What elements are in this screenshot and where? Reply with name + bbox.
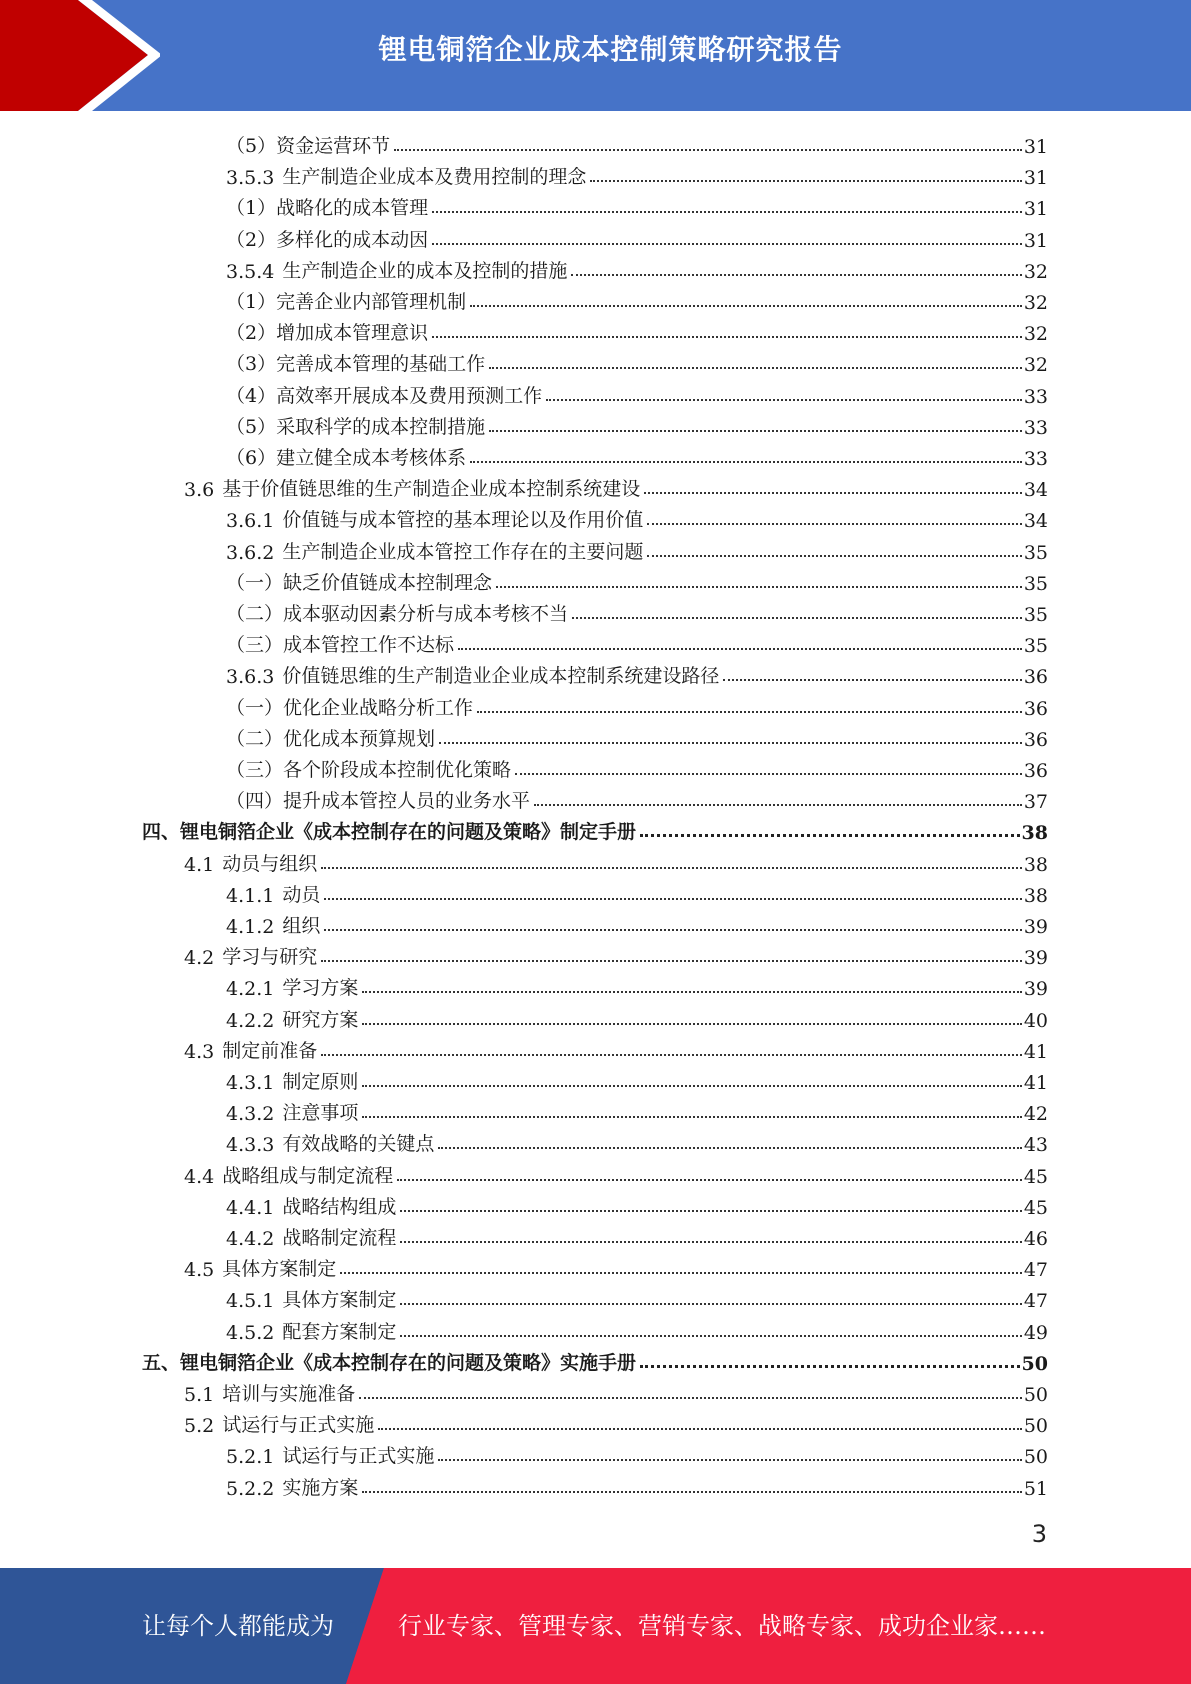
toc-entry-number: 4.4.2 bbox=[226, 1228, 275, 1250]
toc-entry-label: （一）缺乏价值链成本控制理念 bbox=[226, 571, 493, 594]
toc-entry-label: 价值链与成本管控的基本理论以及作用价值 bbox=[282, 509, 644, 532]
toc-entry-number: 4.3.3 bbox=[226, 1134, 275, 1157]
toc-dot-leader bbox=[647, 555, 1021, 557]
toc-entry-label: 培训与实施准备 bbox=[222, 1383, 356, 1405]
toc-dot-leader bbox=[470, 305, 1022, 307]
toc-entry-number: 3.5.3 bbox=[226, 167, 275, 190]
toc-entry-label: 战略结构组成 bbox=[282, 1195, 397, 1218]
toc-entry[interactable] bbox=[226, 626, 1048, 657]
toc-entry[interactable] bbox=[184, 1250, 1048, 1281]
toc-entry-page: 31 bbox=[1023, 229, 1048, 252]
toc-entry[interactable] bbox=[226, 377, 1048, 408]
toc-entry[interactable] bbox=[226, 1219, 1048, 1250]
toc-entry-page: 50 bbox=[1023, 1446, 1048, 1469]
toc-entry-label: （四）提升成本管控人员的业务水平 bbox=[226, 790, 531, 813]
toc-entry-number: 5.1 bbox=[184, 1384, 215, 1406]
toc-entry[interactable] bbox=[226, 782, 1048, 813]
toc-entry-number: 3.6.2 bbox=[226, 541, 275, 564]
toc-dot-leader bbox=[400, 1241, 1021, 1243]
toc-entry-number: 4.2.2 bbox=[226, 1009, 275, 1032]
toc-entry-page: 46 bbox=[1023, 1228, 1048, 1250]
toc-dot-leader bbox=[640, 1365, 1020, 1368]
toc-entry-label: 具体方案制定 bbox=[282, 1289, 397, 1312]
toc-dot-leader bbox=[321, 1054, 1022, 1056]
toc-dot-leader bbox=[362, 1116, 1021, 1118]
toc-dot-leader bbox=[378, 1428, 1022, 1430]
toc-entry-label: 配套方案制定 bbox=[282, 1320, 397, 1343]
toc-dot-leader bbox=[400, 1335, 1021, 1337]
toc-entry[interactable] bbox=[226, 1063, 1048, 1094]
toc-entry-label: 动员与组织 bbox=[222, 852, 318, 875]
toc-entry-number: 4.4 bbox=[184, 1165, 215, 1188]
toc-dot-leader bbox=[362, 991, 1021, 993]
toc-entry-label: （4）高效率开展成本及费用预测工作 bbox=[226, 384, 543, 407]
toc-entry-page: 35 bbox=[1023, 604, 1048, 626]
toc-entry[interactable] bbox=[226, 907, 1048, 938]
toc-entry[interactable] bbox=[226, 751, 1048, 782]
toc-entry[interactable] bbox=[226, 408, 1048, 439]
toc-dot-leader bbox=[340, 1272, 1022, 1274]
toc-entry[interactable] bbox=[226, 1001, 1048, 1032]
toc-entry[interactable] bbox=[226, 1188, 1048, 1219]
toc-entry-page: 36 bbox=[1023, 666, 1048, 689]
toc-entry-label: 制定原则 bbox=[282, 1071, 359, 1093]
toc-entry-label: 试运行与正式实施 bbox=[222, 1414, 375, 1437]
toc-entry[interactable] bbox=[226, 221, 1048, 252]
toc-entry-page: 32 bbox=[1023, 354, 1048, 377]
toc-entry[interactable] bbox=[226, 720, 1048, 751]
toc-dot-leader bbox=[321, 960, 1022, 962]
toc-entry-label: （3）完善成本管理的基础工作 bbox=[226, 353, 486, 376]
toc-entry-page: 40 bbox=[1023, 1009, 1048, 1032]
toc-entry-number: 3.5.4 bbox=[226, 260, 275, 283]
toc-dot-leader bbox=[496, 586, 1022, 588]
toc-entry-page: 39 bbox=[1023, 947, 1048, 970]
toc-entry-page: 32 bbox=[1023, 292, 1048, 314]
toc-dot-leader bbox=[572, 617, 1022, 619]
toc-entry[interactable] bbox=[226, 533, 1048, 564]
toc-dot-leader bbox=[438, 1459, 1021, 1461]
toc-entry[interactable] bbox=[142, 1344, 1048, 1375]
toc-entry[interactable] bbox=[226, 158, 1048, 189]
toc-dot-leader bbox=[640, 834, 1020, 837]
toc-dot-leader bbox=[324, 898, 1021, 900]
toc-entry-page: 43 bbox=[1023, 1134, 1048, 1157]
toc-entry-page: 49 bbox=[1023, 1321, 1048, 1344]
toc-entry-page: 47 bbox=[1023, 1259, 1048, 1282]
toc-dot-leader bbox=[515, 773, 1022, 775]
toc-entry-label: 研究方案 bbox=[282, 1008, 359, 1031]
toc-entry-page: 47 bbox=[1023, 1290, 1048, 1313]
toc-entry[interactable] bbox=[226, 127, 1048, 158]
toc-entry[interactable] bbox=[226, 1469, 1048, 1500]
toc-dot-leader bbox=[477, 711, 1022, 713]
toc-entry[interactable] bbox=[226, 969, 1048, 1000]
toc-dot-leader bbox=[439, 742, 1022, 744]
toc-entry[interactable] bbox=[226, 1281, 1048, 1312]
toc-entry[interactable] bbox=[226, 876, 1048, 907]
toc-entry-label: （1）战略化的成本管理 bbox=[226, 197, 429, 220]
toc-entry[interactable] bbox=[142, 813, 1048, 844]
toc-entry[interactable] bbox=[184, 845, 1048, 876]
toc-dot-leader bbox=[470, 461, 1022, 463]
toc-entry-page: 37 bbox=[1023, 791, 1048, 814]
toc-entry[interactable] bbox=[184, 1157, 1048, 1188]
toc-entry-page: 41 bbox=[1023, 1040, 1048, 1063]
toc-entry-page: 35 bbox=[1023, 635, 1048, 658]
toc-dot-leader bbox=[394, 149, 1022, 151]
toc-entry[interactable] bbox=[226, 595, 1048, 626]
toc-entry[interactable] bbox=[226, 1094, 1048, 1125]
toc-entry-label: 制定前准备 bbox=[222, 1039, 318, 1062]
toc-dot-leader bbox=[534, 804, 1022, 806]
toc-entry-label: （三）成本管控工作不达标 bbox=[226, 634, 455, 657]
toc-entry-label: 有效战略的关键点 bbox=[282, 1133, 435, 1156]
toc-dot-leader bbox=[362, 1023, 1021, 1025]
toc-entry[interactable] bbox=[226, 689, 1048, 720]
toc-entry[interactable] bbox=[226, 1125, 1048, 1156]
toc-entry[interactable] bbox=[226, 501, 1048, 532]
toc-entry-label: （一）优化企业战略分析工作 bbox=[226, 696, 474, 719]
toc-entry-label: 注意事项 bbox=[282, 1102, 359, 1125]
toc-entry[interactable] bbox=[226, 283, 1048, 314]
toc-entry-page: 50 bbox=[1023, 1384, 1048, 1406]
toc-dot-leader bbox=[647, 523, 1021, 525]
toc-entry-label: 学习方案 bbox=[282, 977, 359, 1000]
toc-entry-label: （2）增加成本管理意识 bbox=[226, 322, 429, 345]
toc-dot-leader bbox=[723, 679, 1021, 681]
toc-dot-leader bbox=[359, 1397, 1022, 1399]
toc-entry-number: 4.4.1 bbox=[226, 1196, 275, 1219]
footer-slogan-left: 让每个人都能成为 bbox=[142, 1612, 334, 1640]
toc-entry-label: （6）建立健全成本考核体系 bbox=[226, 447, 467, 469]
toc-entry-label: 生产制造企业的成本及控制的措施 bbox=[282, 259, 568, 282]
toc-dot-leader bbox=[432, 336, 1022, 338]
toc-dot-leader bbox=[324, 929, 1021, 931]
toc-entry-number: 5.2 bbox=[184, 1415, 215, 1438]
toc-entry-page: 31 bbox=[1023, 167, 1048, 190]
toc-entry-page: 32 bbox=[1023, 323, 1048, 346]
toc-entry-page: 38 bbox=[1023, 884, 1048, 907]
toc-entry-number: 5.2.1 bbox=[226, 1446, 275, 1469]
toc-entry-page: 35 bbox=[1023, 541, 1048, 564]
toc-entry-number: 4.2 bbox=[184, 947, 215, 970]
toc-entry-label: （二）成本驱动因素分析与成本考核不当 bbox=[226, 603, 569, 625]
document-title: 锂电铜箔企业成本控制策略研究报告 bbox=[378, 33, 843, 66]
toc-entry-label: 生产制造企业成本管控工作存在的主要问题 bbox=[282, 540, 644, 563]
toc-entry-label: 五、锂电铜箔企业《成本控制存在的问题及策略》实施手册 bbox=[142, 1351, 637, 1374]
toc-entry-label: （二）优化成本预算规划 bbox=[226, 727, 436, 750]
toc-dot-leader bbox=[321, 867, 1022, 869]
toc-entry[interactable] bbox=[226, 439, 1048, 470]
toc-entry-number: 4.3.1 bbox=[226, 1072, 275, 1094]
toc-dot-leader bbox=[546, 399, 1022, 401]
toc-entry-page: 31 bbox=[1023, 136, 1048, 158]
toc-entry-label: 四、锂电铜箔企业《成本控制存在的问题及策略》制定手册 bbox=[142, 821, 637, 844]
toc-entry-number: 3.6.3 bbox=[226, 666, 275, 689]
toc-dot-leader bbox=[362, 1085, 1021, 1087]
toc-entry-label: （5）资金运营环节 bbox=[226, 135, 391, 157]
toc-dot-leader bbox=[432, 243, 1022, 245]
footer-slogan-right: 行业专家、管理专家、营销专家、战略专家、成功企业家…… bbox=[398, 1612, 1046, 1640]
toc-dot-leader bbox=[489, 367, 1022, 369]
toc-dot-leader bbox=[362, 1491, 1021, 1493]
toc-entry-label: （三）各个阶段成本控制优化策略 bbox=[226, 759, 512, 781]
toc-entry[interactable] bbox=[184, 470, 1048, 501]
toc-entry-number: 5.2.2 bbox=[226, 1477, 275, 1500]
toc-dot-leader bbox=[400, 1210, 1021, 1212]
toc-dot-leader bbox=[489, 430, 1022, 432]
toc-entry-number: 4.1.2 bbox=[226, 916, 275, 938]
toc-dot-leader bbox=[458, 648, 1022, 650]
toc-entry-page: 36 bbox=[1023, 728, 1048, 751]
toc-entry-number: 4.5 bbox=[184, 1259, 215, 1282]
toc-dot-leader bbox=[438, 1147, 1021, 1149]
toc-entry-label: 试运行与正式实施 bbox=[282, 1445, 435, 1468]
toc-entry[interactable] bbox=[184, 1032, 1048, 1063]
toc-entry-label: （2）多样化的成本动因 bbox=[226, 228, 429, 251]
page-header bbox=[0, 0, 1191, 111]
toc-entry-number: 3.6.1 bbox=[226, 510, 275, 533]
toc-entry-number: 4.5.1 bbox=[226, 1290, 275, 1313]
toc-entry-page: 39 bbox=[1023, 978, 1048, 1001]
toc-dot-leader bbox=[590, 180, 1021, 182]
toc-entry[interactable] bbox=[226, 564, 1048, 595]
toc-dot-leader bbox=[644, 492, 1022, 494]
toc-entry-page: 38 bbox=[1023, 853, 1048, 876]
toc-entry[interactable] bbox=[226, 1313, 1048, 1344]
toc-entry-label: 组织 bbox=[282, 915, 321, 937]
toc-entry-number: 4.2.1 bbox=[226, 978, 275, 1001]
toc-entry-label: 学习与研究 bbox=[222, 946, 318, 969]
toc-dot-leader bbox=[400, 1303, 1021, 1305]
toc-entry[interactable] bbox=[184, 1406, 1048, 1437]
toc-entry-page: 35 bbox=[1023, 572, 1048, 595]
toc-entry[interactable] bbox=[226, 189, 1048, 220]
toc-entry[interactable] bbox=[226, 345, 1048, 376]
toc-dot-leader bbox=[432, 211, 1022, 213]
toc-dot-leader bbox=[571, 274, 1021, 276]
toc-entry[interactable] bbox=[226, 1437, 1048, 1468]
toc-entry-page: 34 bbox=[1023, 479, 1048, 502]
toc-entry[interactable] bbox=[226, 252, 1048, 283]
toc-entry-page: 31 bbox=[1023, 198, 1048, 221]
toc-entry-page: 45 bbox=[1023, 1165, 1048, 1188]
toc-entry[interactable] bbox=[184, 1375, 1048, 1406]
toc-entry-page: 34 bbox=[1023, 510, 1048, 533]
toc-entry[interactable] bbox=[184, 938, 1048, 969]
toc-entry-number: 4.3 bbox=[184, 1040, 215, 1063]
toc-entry-label: 战略制定流程 bbox=[282, 1227, 397, 1249]
toc-entry[interactable] bbox=[226, 314, 1048, 345]
toc-entry-number: 4.1 bbox=[184, 853, 215, 876]
page-number: 3 bbox=[1031, 1520, 1047, 1548]
toc-entry-number: 4.3.2 bbox=[226, 1103, 275, 1126]
toc-entry-page: 39 bbox=[1023, 916, 1048, 938]
toc-entry-number: 4.1.1 bbox=[226, 884, 275, 907]
toc-entry-label: （1）完善企业内部管理机制 bbox=[226, 291, 467, 313]
toc-entry-page: 32 bbox=[1023, 260, 1048, 283]
toc-entry-label: （5）采取科学的成本控制措施 bbox=[226, 415, 486, 438]
toc-entry-page: 36 bbox=[1023, 760, 1048, 782]
toc-entry-page: 42 bbox=[1023, 1103, 1048, 1126]
toc-entry-page: 41 bbox=[1023, 1072, 1048, 1094]
toc-entry-page: 33 bbox=[1023, 448, 1048, 470]
toc-entry-page: 36 bbox=[1023, 697, 1048, 720]
toc-entry-label: 基于价值链思维的生产制造企业成本控制系统建设 bbox=[222, 478, 641, 501]
toc-entry-page: 33 bbox=[1023, 385, 1048, 408]
toc-entry-page: 45 bbox=[1023, 1196, 1048, 1219]
toc-entry-label: 具体方案制定 bbox=[222, 1258, 337, 1281]
toc-entry[interactable] bbox=[226, 657, 1048, 688]
toc-dot-leader bbox=[397, 1179, 1022, 1181]
toc-entry-number: 4.5.2 bbox=[226, 1321, 275, 1344]
toc-entry-label: 实施方案 bbox=[282, 1476, 359, 1499]
toc-entry-label: 生产制造企业成本及费用控制的理念 bbox=[282, 166, 587, 189]
toc-entry-label: 动员 bbox=[282, 883, 321, 906]
toc-entry-page: 50 bbox=[1023, 1415, 1048, 1438]
toc-entry-label: 战略组成与制定流程 bbox=[222, 1164, 394, 1187]
toc-entry-number: 3.6 bbox=[184, 479, 215, 502]
toc-entry-page: 50 bbox=[1021, 1352, 1048, 1375]
toc-entry-page: 33 bbox=[1023, 416, 1048, 439]
toc-entry-label: 价值链思维的生产制造业企业成本控制系统建设路径 bbox=[282, 665, 720, 688]
toc-entry-page: 51 bbox=[1023, 1477, 1048, 1500]
page-footer bbox=[0, 1568, 1191, 1684]
toc-entry-page: 38 bbox=[1021, 822, 1048, 845]
